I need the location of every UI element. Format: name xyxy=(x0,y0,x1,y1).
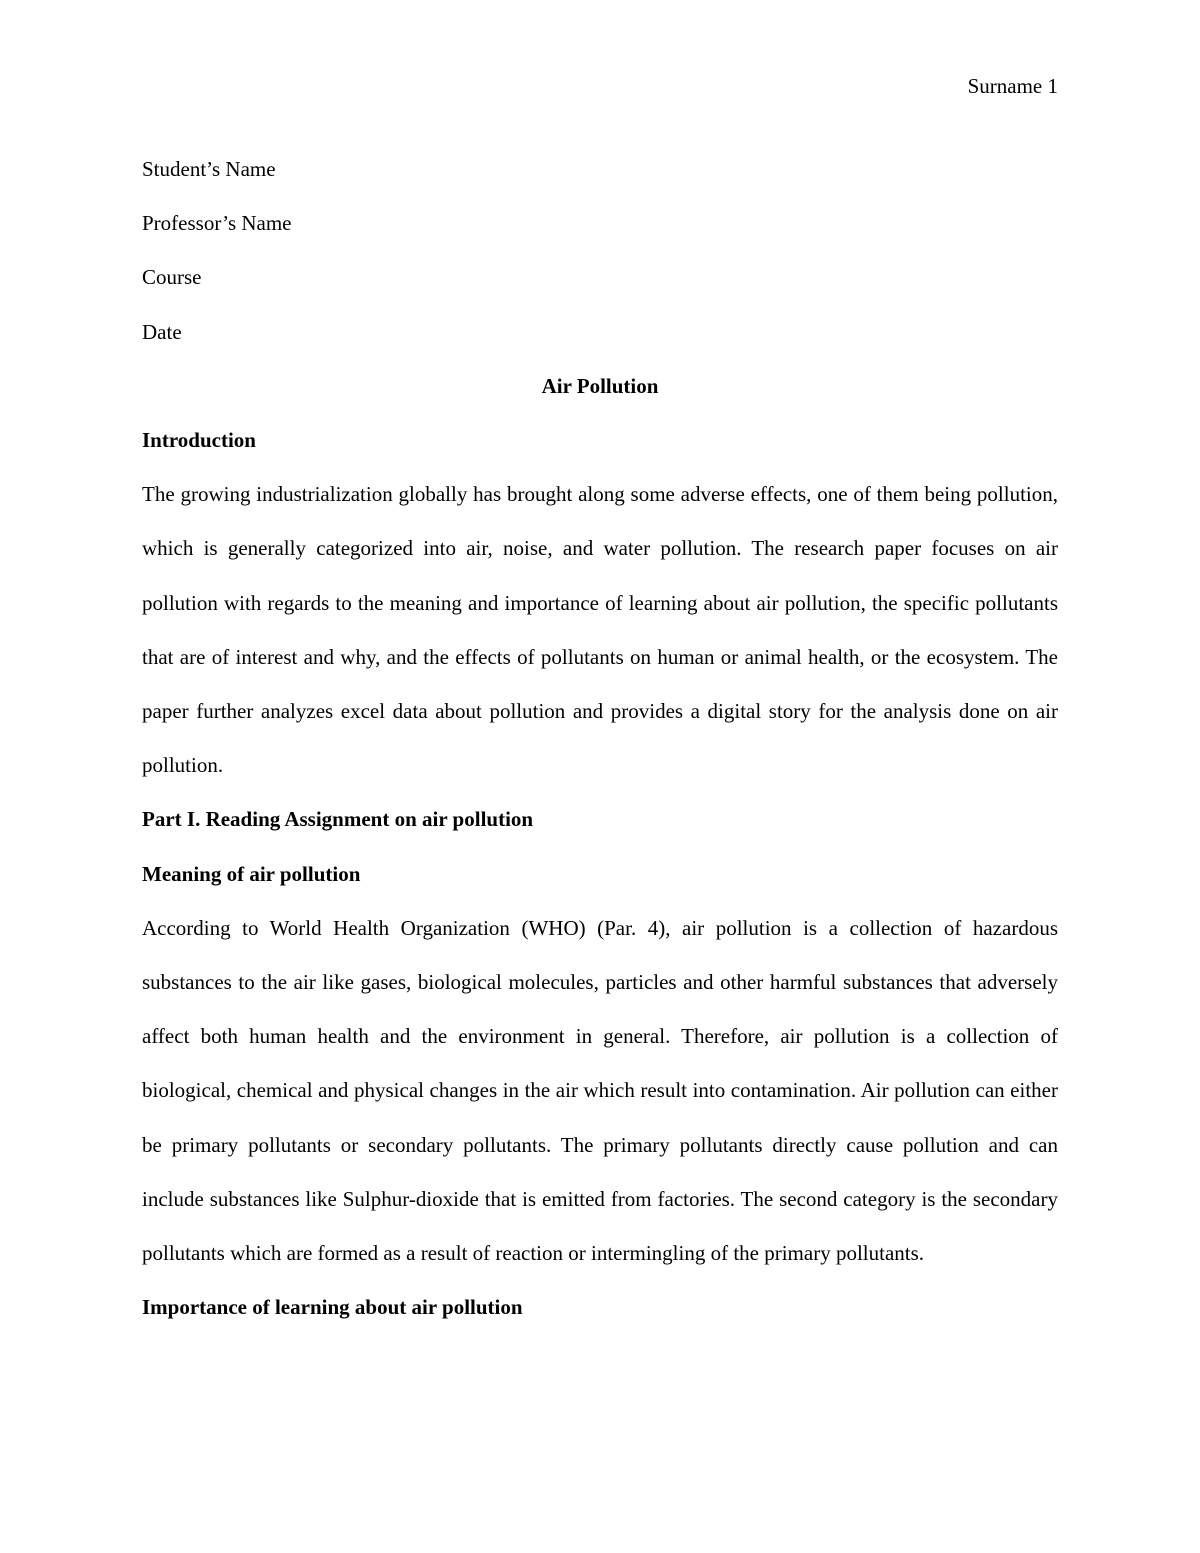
part1-heading: Part I. Reading Assignment on air pollution xyxy=(142,807,534,832)
introduction-heading: Introduction xyxy=(142,427,256,452)
importance-heading: Importance of learning about air pollution xyxy=(142,1295,523,1320)
meaning-heading: Meaning of air pollution xyxy=(142,861,361,886)
introduction-paragraph: The growing industrialization globally has brought along some adverse effects, one of them being pollution, which is generally categorized into air, noise, and water pollution. The research paper focuses on air pollution with regards to the meaning and importance of learning about air pollution, the specific pollutants that are of interest and why, and the effects of pollutants on human or animal health, or the ecosystem. The paper further analyzes excel data about pollution and provides a digital story for the analysis done on air pollution. xyxy=(142,482,1058,778)
course: Course xyxy=(142,265,202,290)
professor-name: Professor’s Name xyxy=(142,211,292,236)
running-head: Surname 1 xyxy=(967,74,1058,98)
date: Date xyxy=(142,319,182,344)
paper-title: Air Pollution xyxy=(541,373,659,398)
document-body xyxy=(142,142,1058,1334)
student-name: Student’s Name xyxy=(142,157,276,181)
meaning-paragraph: According to World Health Organization (WHO) (Par. 4), air pollution is a collection of hazardous substances to the air like gases, biological molecules, particles and other harmful substances that adversely affect both human health and the environment in general. Therefore, air pollution is a collection of biological, chemical and physical changes in the air which result into contamination. Air pollution can either be primary pollutants or secondary pollutants. The primary pollutants directly cause pollution and can include substances like Sulphur-dioxide that is emitted from factories. The second category is the secondary pollutants which are formed as a result of reaction or intermingling of the primary pollutants. xyxy=(142,915,1058,1265)
